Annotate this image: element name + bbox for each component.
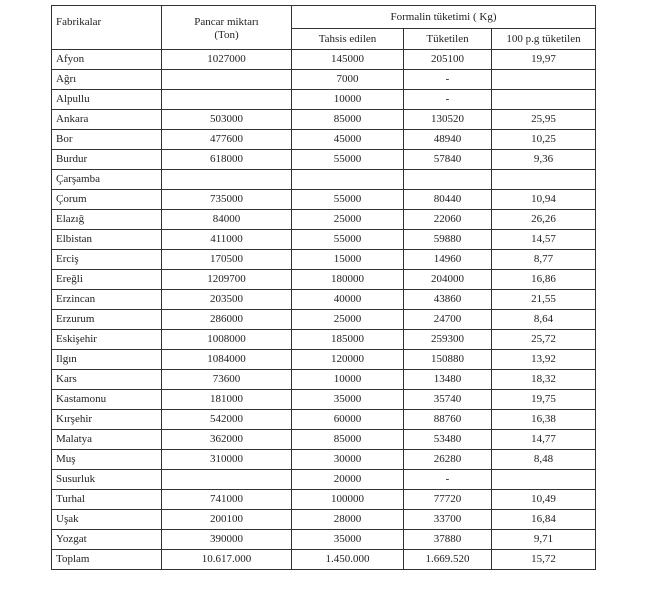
- cell-beet-amount: 10.617.000: [162, 550, 292, 570]
- table-row: [52, 350, 596, 370]
- cell-beet-amount: 181000: [162, 390, 292, 410]
- table-row: [52, 70, 596, 90]
- table-row: [52, 470, 596, 490]
- table-row: [52, 150, 596, 170]
- cell-allocated: 45000: [292, 130, 404, 150]
- cell-allocated: 180000: [292, 270, 404, 290]
- cell-beet-amount: [162, 90, 292, 110]
- cell-factory: Muş: [52, 450, 162, 470]
- cell-consumed: 14960: [404, 250, 492, 270]
- cell-allocated: 85000: [292, 110, 404, 130]
- total-row: [52, 550, 596, 570]
- cell-beet-amount: 84000: [162, 210, 292, 230]
- cell-beet-amount: 73600: [162, 370, 292, 390]
- cell-per-100: 14,77: [492, 430, 596, 450]
- table-row: [52, 110, 596, 130]
- cell-factory: Turhal: [52, 490, 162, 510]
- cell-factory: Çarşamba: [52, 170, 162, 190]
- cell-factory: Kırşehir: [52, 410, 162, 430]
- cell-allocated: 185000: [292, 330, 404, 350]
- cell-factory: Eskişehir: [52, 330, 162, 350]
- cell-factory: Elazığ: [52, 210, 162, 230]
- table-row: [52, 450, 596, 470]
- cell-factory: Ağrı: [52, 70, 162, 90]
- cell-per-100: [492, 70, 596, 90]
- cell-per-100: 9,36: [492, 150, 596, 170]
- cell-factory: Burdur: [52, 150, 162, 170]
- cell-beet-amount: 503000: [162, 110, 292, 130]
- cell-factory: Afyon: [52, 50, 162, 70]
- cell-per-100: 21,55: [492, 290, 596, 310]
- cell-factory: Uşak: [52, 510, 162, 530]
- formalin-consumption-table: [51, 5, 596, 570]
- cell-allocated: 1.450.000: [292, 550, 404, 570]
- cell-beet-amount: 618000: [162, 150, 292, 170]
- cell-factory: Susurluk: [52, 470, 162, 490]
- cell-consumed: 59880: [404, 230, 492, 250]
- cell-allocated: 60000: [292, 410, 404, 430]
- cell-consumed: 77720: [404, 490, 492, 510]
- cell-allocated: 25000: [292, 310, 404, 330]
- header-factories: Fabrikalar: [52, 6, 162, 50]
- cell-beet-amount: [162, 470, 292, 490]
- table-row: [52, 390, 596, 410]
- cell-factory: Kastamonu: [52, 390, 162, 410]
- cell-beet-amount: [162, 170, 292, 190]
- cell-allocated: 25000: [292, 210, 404, 230]
- table-row: [52, 230, 596, 250]
- cell-factory: Çorum: [52, 190, 162, 210]
- header-per-100: 100 p.g tüketilen: [492, 29, 596, 50]
- cell-factory: Erciş: [52, 250, 162, 270]
- table-row: [52, 90, 596, 110]
- cell-per-100: 10,49: [492, 490, 596, 510]
- cell-per-100: [492, 170, 596, 190]
- cell-consumed: 13480: [404, 370, 492, 390]
- cell-allocated: 55000: [292, 230, 404, 250]
- cell-allocated: 30000: [292, 450, 404, 470]
- cell-per-100: 19,97: [492, 50, 596, 70]
- table-row: [52, 330, 596, 350]
- cell-consumed: 26280: [404, 450, 492, 470]
- cell-beet-amount: 741000: [162, 490, 292, 510]
- cell-per-100: 25,95: [492, 110, 596, 130]
- cell-per-100: 18,32: [492, 370, 596, 390]
- header-beet-amount-line1: Pancar miktarı: [194, 16, 259, 28]
- cell-beet-amount: 200100: [162, 510, 292, 530]
- cell-factory: Alpullu: [52, 90, 162, 110]
- table-row: [52, 250, 596, 270]
- cell-allocated: 35000: [292, 530, 404, 550]
- cell-per-100: 8,77: [492, 250, 596, 270]
- cell-factory: Erzincan: [52, 290, 162, 310]
- cell-per-100: 26,26: [492, 210, 596, 230]
- cell-per-100: 10,94: [492, 190, 596, 210]
- cell-consumed: [404, 170, 492, 190]
- table-row: [52, 490, 596, 510]
- cell-consumed: 259300: [404, 330, 492, 350]
- cell-consumed: 1.669.520: [404, 550, 492, 570]
- cell-per-100: 15,72: [492, 550, 596, 570]
- cell-beet-amount: 390000: [162, 530, 292, 550]
- cell-per-100: 8,48: [492, 450, 596, 470]
- cell-consumed: -: [404, 70, 492, 90]
- cell-beet-amount: 1027000: [162, 50, 292, 70]
- cell-beet-amount: 477600: [162, 130, 292, 150]
- cell-allocated: 40000: [292, 290, 404, 310]
- cell-consumed: -: [404, 470, 492, 490]
- cell-beet-amount: 735000: [162, 190, 292, 210]
- table-row: [52, 190, 596, 210]
- cell-factory: Ereğli: [52, 270, 162, 290]
- cell-beet-amount: 1084000: [162, 350, 292, 370]
- cell-beet-amount: 1008000: [162, 330, 292, 350]
- cell-factory: Ankara: [52, 110, 162, 130]
- cell-per-100: 8,64: [492, 310, 596, 330]
- cell-allocated: 85000: [292, 430, 404, 450]
- cell-consumed: 37880: [404, 530, 492, 550]
- cell-allocated: 20000: [292, 470, 404, 490]
- table-row: [52, 370, 596, 390]
- table-row: [52, 510, 596, 530]
- cell-beet-amount: 310000: [162, 450, 292, 470]
- cell-allocated: 35000: [292, 390, 404, 410]
- cell-consumed: 205100: [404, 50, 492, 70]
- table-row: [52, 530, 596, 550]
- cell-allocated: 100000: [292, 490, 404, 510]
- cell-per-100: 9,71: [492, 530, 596, 550]
- cell-allocated: 28000: [292, 510, 404, 530]
- cell-factory: Ilgın: [52, 350, 162, 370]
- cell-allocated: [292, 170, 404, 190]
- cell-per-100: 19,75: [492, 390, 596, 410]
- cell-consumed: 33700: [404, 510, 492, 530]
- cell-per-100: 10,25: [492, 130, 596, 150]
- cell-factory: Toplam: [52, 550, 162, 570]
- cell-beet-amount: 411000: [162, 230, 292, 250]
- cell-beet-amount: 203500: [162, 290, 292, 310]
- table-row: [52, 270, 596, 290]
- table-row: [52, 210, 596, 230]
- cell-consumed: 53480: [404, 430, 492, 450]
- cell-consumed: 57840: [404, 150, 492, 170]
- cell-factory: Malatya: [52, 430, 162, 450]
- cell-allocated: 145000: [292, 50, 404, 70]
- table-row: [52, 50, 596, 70]
- cell-beet-amount: 1209700: [162, 270, 292, 290]
- cell-allocated: 10000: [292, 90, 404, 110]
- cell-per-100: [492, 470, 596, 490]
- cell-per-100: 14,57: [492, 230, 596, 250]
- cell-factory: Erzurum: [52, 310, 162, 330]
- cell-beet-amount: 542000: [162, 410, 292, 430]
- cell-consumed: 24700: [404, 310, 492, 330]
- cell-allocated: 7000: [292, 70, 404, 90]
- cell-beet-amount: 362000: [162, 430, 292, 450]
- cell-allocated: 55000: [292, 150, 404, 170]
- cell-consumed: 48940: [404, 130, 492, 150]
- cell-per-100: 25,72: [492, 330, 596, 350]
- table-row: [52, 170, 596, 190]
- header-beet-amount: [162, 6, 292, 50]
- header-beet-amount-line2: (Ton): [214, 29, 239, 41]
- cell-beet-amount: [162, 70, 292, 90]
- cell-allocated: 15000: [292, 250, 404, 270]
- cell-consumed: 43860: [404, 290, 492, 310]
- table-header: [52, 6, 596, 50]
- table-row: [52, 290, 596, 310]
- cell-consumed: -: [404, 90, 492, 110]
- cell-per-100: 13,92: [492, 350, 596, 370]
- header-allocated: Tahsis edilen: [292, 29, 404, 50]
- table-body: [52, 50, 596, 570]
- cell-consumed: 88760: [404, 410, 492, 430]
- cell-per-100: 16,86: [492, 270, 596, 290]
- cell-allocated: 10000: [292, 370, 404, 390]
- cell-consumed: 130520: [404, 110, 492, 130]
- cell-allocated: 120000: [292, 350, 404, 370]
- cell-per-100: 16,38: [492, 410, 596, 430]
- cell-factory: Yozgat: [52, 530, 162, 550]
- cell-factory: Kars: [52, 370, 162, 390]
- cell-beet-amount: 286000: [162, 310, 292, 330]
- cell-consumed: 150880: [404, 350, 492, 370]
- cell-per-100: [492, 90, 596, 110]
- table-row: [52, 430, 596, 450]
- header-formalin-group: Formalin tüketimi ( Kg): [292, 6, 596, 29]
- cell-consumed: 80440: [404, 190, 492, 210]
- header-consumed: Tüketilen: [404, 29, 492, 50]
- cell-consumed: 204000: [404, 270, 492, 290]
- cell-per-100: 16,84: [492, 510, 596, 530]
- cell-beet-amount: 170500: [162, 250, 292, 270]
- cell-allocated: 55000: [292, 190, 404, 210]
- cell-factory: Elbistan: [52, 230, 162, 250]
- table-row: [52, 410, 596, 430]
- table-row: [52, 130, 596, 150]
- cell-factory: Bor: [52, 130, 162, 150]
- formalin-table-container: [51, 5, 596, 570]
- table-row: [52, 310, 596, 330]
- cell-consumed: 22060: [404, 210, 492, 230]
- cell-consumed: 35740: [404, 390, 492, 410]
